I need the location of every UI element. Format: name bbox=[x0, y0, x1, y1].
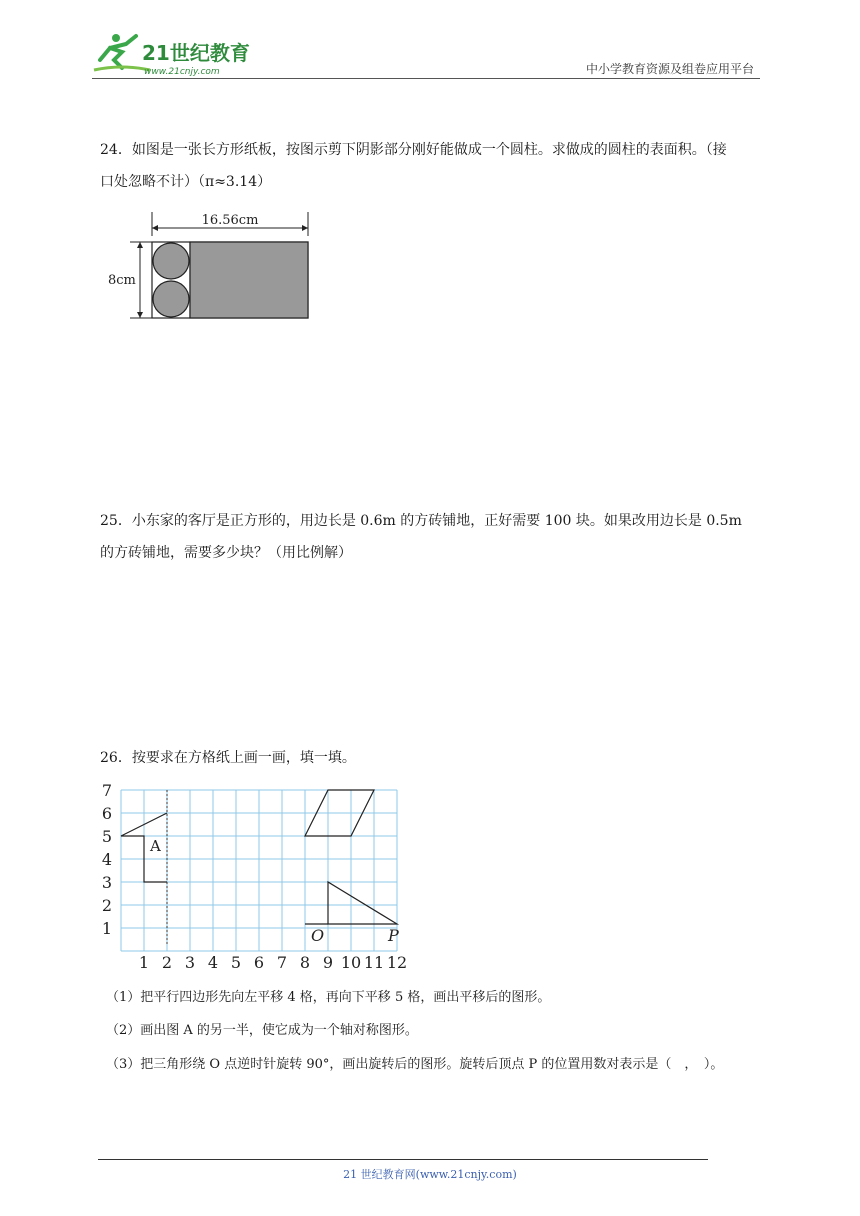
label-o: O bbox=[311, 926, 325, 945]
shaded-circle-bottom bbox=[153, 281, 189, 317]
y-tick-label: 7 bbox=[101, 781, 113, 800]
q25-text-line2: 的方砖铺地，需要多少块？（用比例解） bbox=[100, 545, 352, 561]
header-divider bbox=[92, 78, 760, 79]
y-tick-label: 4 bbox=[101, 850, 113, 869]
footer-text: 21 世纪教育网(www.21cnjy.com) bbox=[343, 1168, 517, 1181]
q25-text-line1: 25．小东家的客厅是正方形的，用边长是 0.6m 的方砖铺地，正好需要 100 块。如果改用边长是 0.5m bbox=[100, 513, 742, 529]
q26-sub3: （3）把三角形绕 O 点逆时针旋转 90°，画出旋转后的图形。旋转后顶点 P 的位置用数对表示是（ ， ）。 bbox=[106, 1057, 724, 1072]
y-tick-label: 5 bbox=[101, 827, 113, 846]
logo-text: 21世纪教育 bbox=[142, 41, 250, 65]
q26-sub1: （1）把平行四边形先向左平移 4 格，再向下平移 5 格，画出平移后的图形。 bbox=[106, 990, 551, 1005]
x-tick-label: 9 bbox=[322, 953, 334, 972]
x-axis-labels bbox=[139, 953, 407, 972]
x-tick-label: 3 bbox=[184, 953, 196, 972]
x-tick-label: 10 bbox=[340, 953, 362, 972]
x-tick-label: 4 bbox=[207, 953, 219, 972]
height-label: 8cm bbox=[108, 273, 136, 288]
y-tick-label: 1 bbox=[101, 919, 113, 938]
y-tick-label: 2 bbox=[101, 896, 113, 915]
q26-grid-figure bbox=[98, 778, 418, 977]
q26-sub2: （2）画出图 A 的另一半，使它成为一个轴对称图形。 bbox=[106, 1023, 418, 1038]
q26-text: 26．按要求在方格纸上画一画，填一填。 bbox=[100, 750, 356, 766]
grid-lines bbox=[121, 790, 397, 951]
label-p: P bbox=[388, 926, 399, 945]
shaded-circle-top bbox=[153, 243, 189, 279]
triangle bbox=[328, 882, 397, 924]
x-tick-label: 12 bbox=[386, 953, 408, 972]
x-tick-label: 1 bbox=[138, 953, 150, 972]
x-tick-label: 5 bbox=[230, 953, 242, 972]
q24-figure bbox=[108, 210, 318, 329]
y-tick-label: 6 bbox=[101, 804, 113, 823]
shaded-rectangle bbox=[190, 242, 308, 318]
y-axis-labels bbox=[102, 781, 112, 938]
x-tick-label: 6 bbox=[253, 953, 265, 972]
x-tick-label: 8 bbox=[299, 953, 311, 972]
q24-text-line2: 口处忽略不计）（π≈3.14） bbox=[100, 174, 272, 190]
label-a: A bbox=[150, 837, 161, 855]
width-label: 16.56cm bbox=[201, 213, 259, 228]
footer-divider bbox=[98, 1159, 708, 1160]
x-tick-label: 11 bbox=[363, 953, 385, 972]
q24-text-line1: 24．如图是一张长方形纸板，按图示剪下阴影部分刚好能做成一个圆柱。求做成的圆柱的表面积。（接 bbox=[100, 142, 727, 158]
y-tick-label: 3 bbox=[101, 873, 113, 892]
x-tick-label: 2 bbox=[161, 953, 173, 972]
x-tick-label: 7 bbox=[276, 953, 288, 972]
platform-label: 中小学教育资源及组卷应用平台 bbox=[585, 62, 754, 76]
logo-url: www.21cnjy.com bbox=[144, 67, 220, 77]
site-logo bbox=[92, 30, 262, 80]
